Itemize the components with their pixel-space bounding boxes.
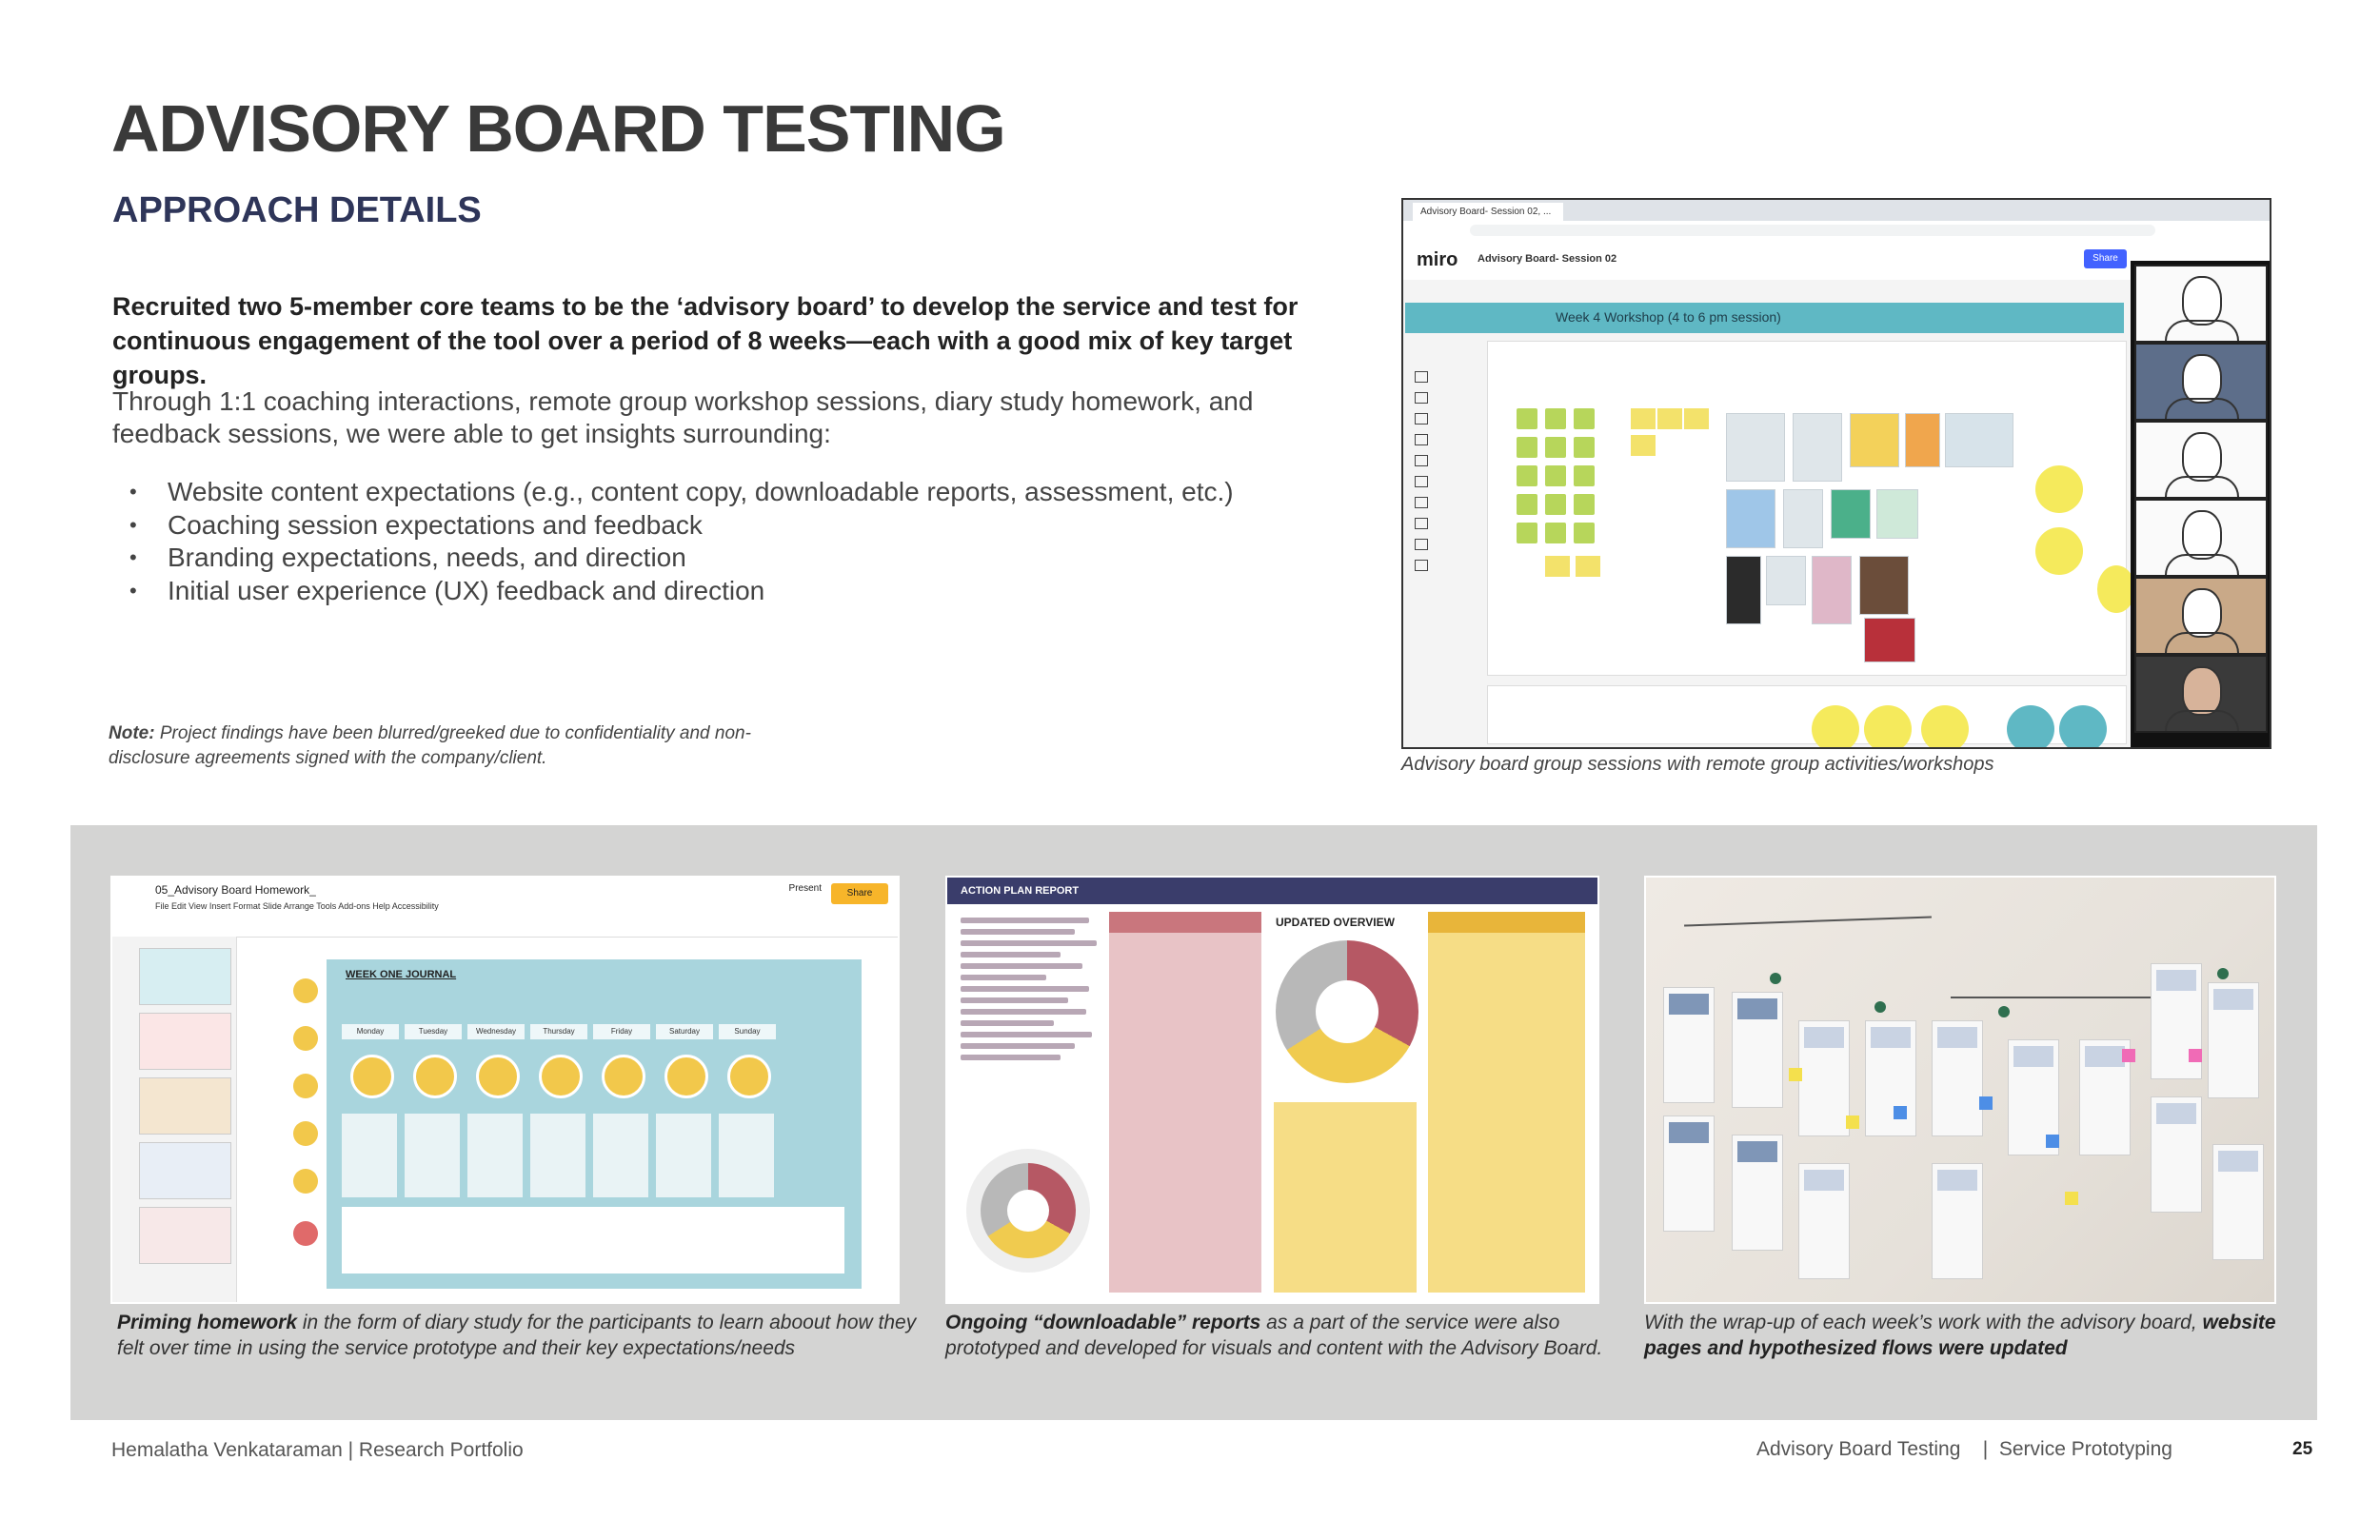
- participant-video: [2134, 343, 2268, 421]
- caption-bold: website pages and hypothesized flows were updated: [1644, 1312, 2276, 1359]
- report-overview-thumb: [966, 1149, 1090, 1273]
- miro-lower-frame: [1487, 685, 2127, 744]
- footer-author: Hemalatha Venkataraman | Research Portfolio: [111, 1439, 524, 1461]
- miro-logo: miro: [1417, 249, 1458, 270]
- list-item: • Website content expectations (e.g., content copy, downloadable reports, assessment, etc.): [124, 476, 1234, 509]
- flows-wall-photo: [1644, 876, 2276, 1304]
- page-number: 25: [2292, 1439, 2313, 1459]
- day-label: Tuesday: [405, 1024, 462, 1039]
- participant-video: [2134, 655, 2268, 733]
- miro-canvas: [1487, 341, 2127, 676]
- note-label: Note:: [109, 723, 155, 743]
- confidentiality-note: [109, 721, 775, 771]
- wall-caption: [1644, 1310, 2311, 1361]
- journal-slide: [327, 959, 862, 1289]
- page-title: ADVISORY BOARD TESTING: [111, 91, 1005, 166]
- homework-caption: [117, 1310, 917, 1361]
- browser-url-bar: [1403, 221, 2270, 241]
- caption-bold: Priming homework: [117, 1312, 298, 1333]
- slides-menu: File Edit View Insert Format Slide Arrange Tools Add-ons Help Accessibility: [155, 901, 439, 911]
- participant-video: [2134, 421, 2268, 499]
- note-text: Project findings have been blurred/greeked due to confidentiality and non-disclosure agreements signed with the company/client.: [109, 723, 751, 768]
- day-label: Wednesday: [467, 1024, 525, 1039]
- section-subtitle: APPROACH DETAILS: [112, 190, 482, 230]
- slide-thumbnails: [112, 937, 237, 1302]
- day-label: Friday: [593, 1024, 650, 1039]
- notes-box: [342, 1207, 844, 1273]
- miro-toolbar: [1413, 362, 1432, 609]
- report-screenshot: [945, 876, 1599, 1304]
- list-item: • Coaching session expectations and feedback: [124, 509, 1234, 543]
- day-label: Monday: [342, 1024, 399, 1039]
- workshop-banner-text: Week 4 Workshop (4 to 6 pm session): [1556, 309, 1781, 325]
- footer-section: Advisory Board Testing | Service Prototyping: [1756, 1438, 2172, 1460]
- overview-title: UPDATED OVERVIEW: [1276, 916, 1395, 929]
- share-button: Share: [831, 883, 888, 904]
- report-intro-text: [961, 918, 1103, 1136]
- finance-actions-column: [1109, 912, 1261, 1293]
- participant-video: [2134, 499, 2268, 577]
- homework-screenshot: [110, 876, 900, 1304]
- day-label: Sunday: [719, 1024, 776, 1039]
- report-header: ACTION PLAN REPORT: [947, 878, 1597, 904]
- miro-share-button: Share: [2084, 249, 2127, 268]
- community-actions: [1274, 1102, 1417, 1293]
- caption-bold: Ongoing “downloadable” reports: [945, 1312, 1261, 1333]
- browser-tab-bar: [1403, 200, 2270, 221]
- caption-text: With the wrap-up of each week’s work with the advisory board,: [1644, 1312, 2203, 1333]
- day-label: Thursday: [530, 1024, 587, 1039]
- participant-video: [2134, 577, 2268, 655]
- intro-paragraph: Through 1:1 coaching interactions, remote group workshop sessions, diary study homework, and feedback sessions, we were able to get insights surrounding:: [112, 386, 1254, 448]
- insight-list: [124, 476, 1234, 607]
- report-caption: [945, 1310, 1612, 1361]
- health-actions-column: [1428, 912, 1585, 1293]
- journal-title: WEEK ONE JOURNAL: [346, 969, 457, 980]
- miro-caption: Advisory board group sessions with remote group activities/workshops: [1401, 754, 1994, 775]
- workshop-banner: [1405, 303, 2124, 333]
- slides-toolbar: [112, 878, 898, 938]
- board-name: Advisory Board- Session 02: [1478, 253, 1617, 265]
- lead-paragraph: Recruited two 5-member core teams to be the ‘advisory board’ to develop the service and test for continuous engagement of the tool over a period of 8 weeks—each with a good mix of key target groups.: [112, 292, 1299, 389]
- day-label: Saturday: [656, 1024, 713, 1039]
- overview-column: [1266, 912, 1423, 1293]
- miro-session-screenshot: [1401, 198, 2271, 749]
- present-button: Present: [788, 883, 822, 894]
- caption-text: in the form of diary study for the participants to learn aboout how they felt over time in using the service prototype and their key expectations/needs: [117, 1312, 917, 1359]
- overview-donut: [1276, 940, 1418, 1083]
- list-item: • Initial user experience (UX) feedback and direction: [124, 575, 1234, 608]
- doc-title: 05_Advisory Board Homework_: [155, 883, 316, 897]
- browser-tab: Advisory Board- Session 02, ...: [1413, 203, 1563, 221]
- caption-text: as a part of the service were also prototyped and developed for visuals and content with the Advisory Board.: [945, 1312, 1603, 1359]
- participant-video: [2134, 265, 2268, 343]
- list-item: • Branding expectations, needs, and direction: [124, 542, 1234, 575]
